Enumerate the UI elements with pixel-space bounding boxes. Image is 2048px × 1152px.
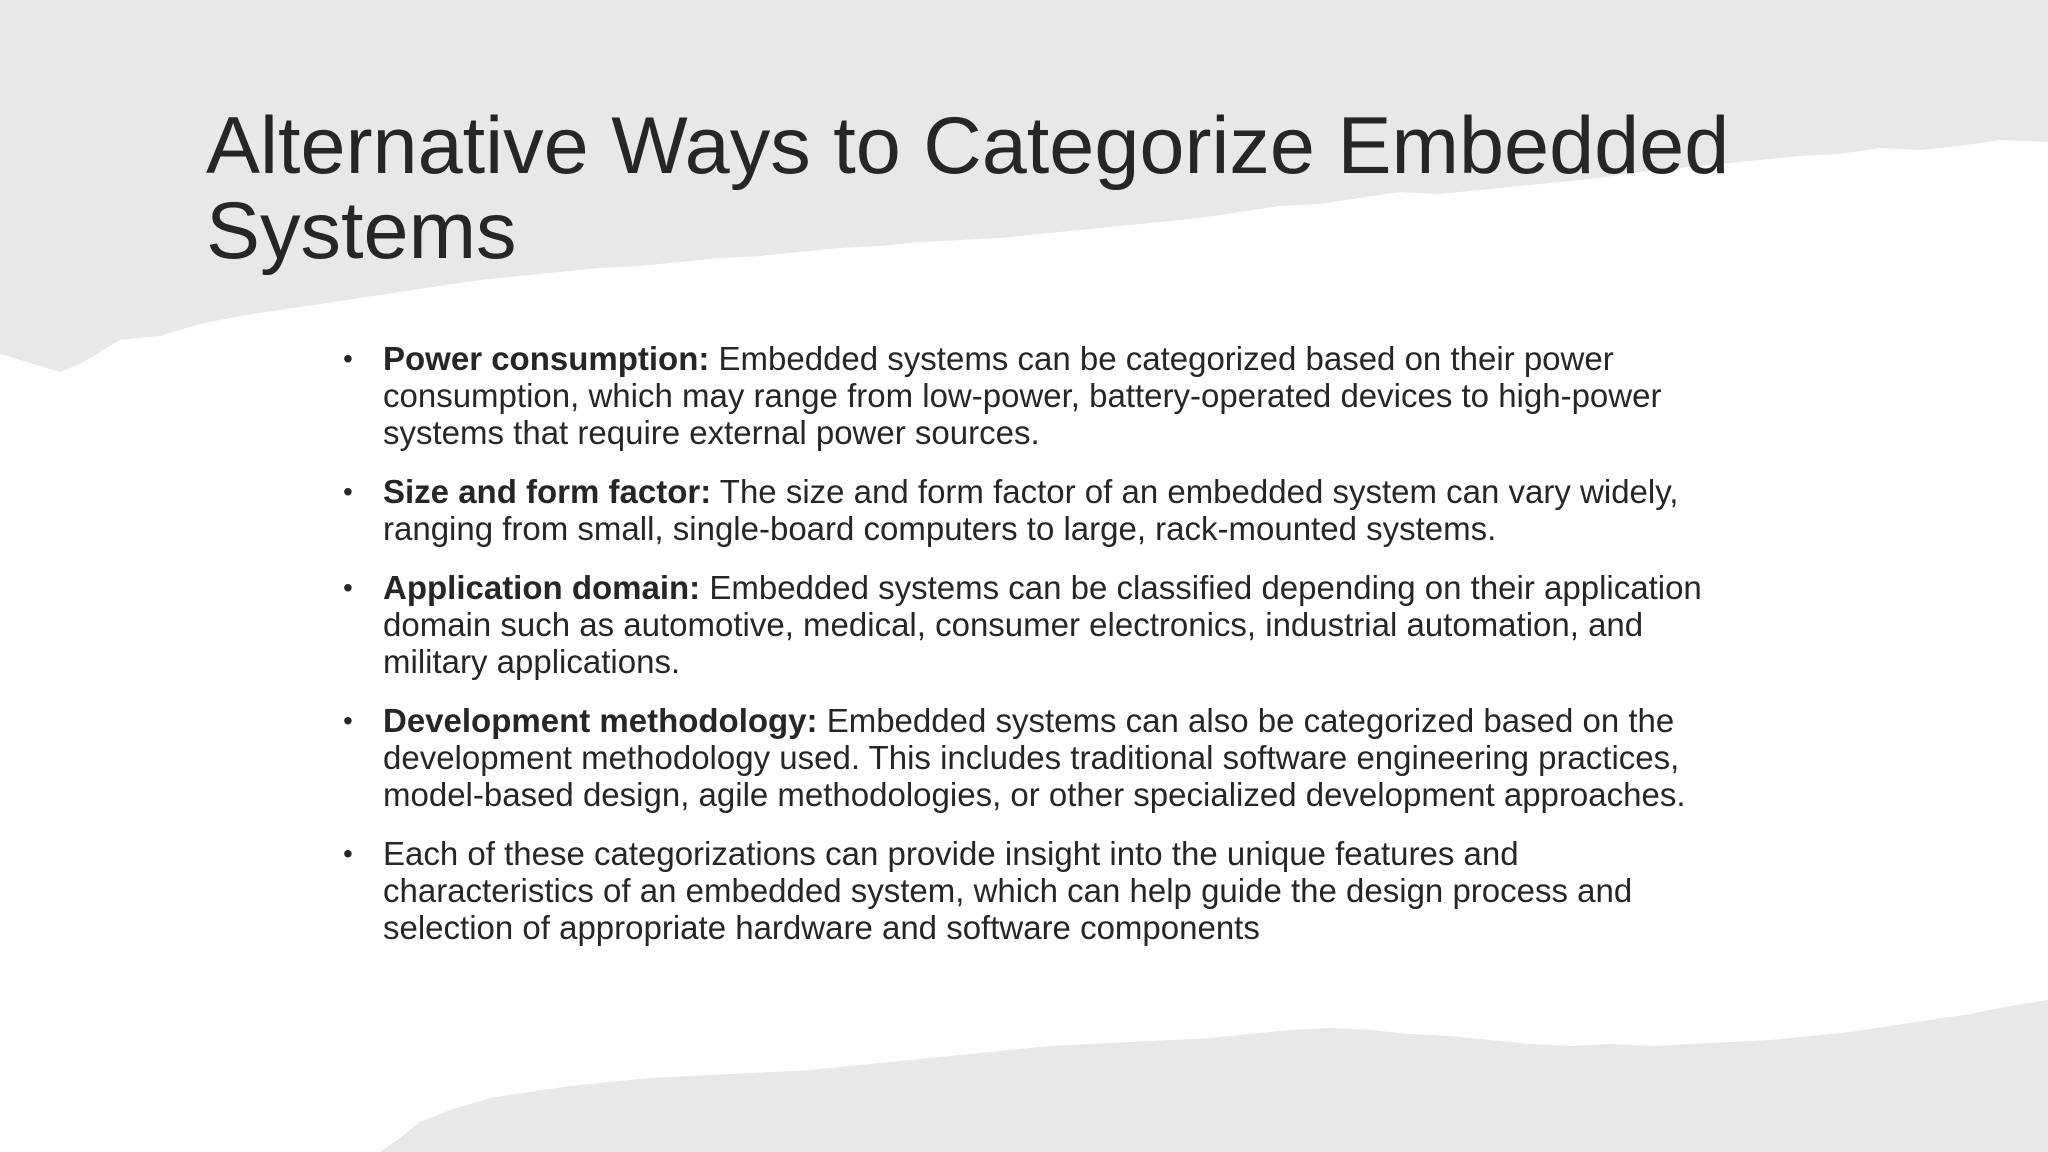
bullet-item-application-domain [343, 569, 1703, 680]
bullet-term: Power consumption: [383, 340, 710, 377]
bullet-term: Application domain: [383, 569, 701, 606]
bullet-text: The size and form factor of an embedded system can vary widely, ranging from small, single-board computers to large, rack-mounted systems. [383, 473, 1679, 547]
bullet-item-size-and-form-factor [343, 473, 1703, 547]
bullet-marker: • [343, 343, 353, 374]
bullet-text: Embedded systems can be categorized based on their power consumption, which may range from low-power, battery-operated devices to high-power systems that require external power sources. [383, 340, 1662, 451]
bullet-marker: • [343, 572, 353, 603]
bullet-marker: • [343, 705, 353, 736]
bullet-text: Embedded systems can also be categorized based on the development methodology used. This includes traditional software engineering practices, model-based design, agile methodologies, or other specialized development approaches. [383, 702, 1686, 813]
bullet-text: Embedded systems can be classified depending on their application domain such as automotive, medical, consumer electronics, industrial automation, and military applications. [383, 569, 1702, 680]
bullet-item-development-methodology [343, 702, 1703, 813]
bullet-marker: • [343, 838, 353, 869]
bullet-item-power-consumption [343, 340, 1703, 451]
bullet-term: Development methodology: [383, 702, 818, 739]
bullet-item-summary [343, 835, 1703, 946]
bullet-term: Size and form factor: [383, 473, 712, 510]
bullet-marker: • [343, 476, 353, 507]
bullet-list [343, 340, 1703, 968]
bullet-text: Each of these categorizations can provide insight into the unique features and characteristics of an embedded system, which can help guide the design process and selection of appropriate hardware and software components [383, 835, 1633, 946]
slide-title: Alternative Ways to Categorize Embedded Systems [206, 101, 1730, 276]
